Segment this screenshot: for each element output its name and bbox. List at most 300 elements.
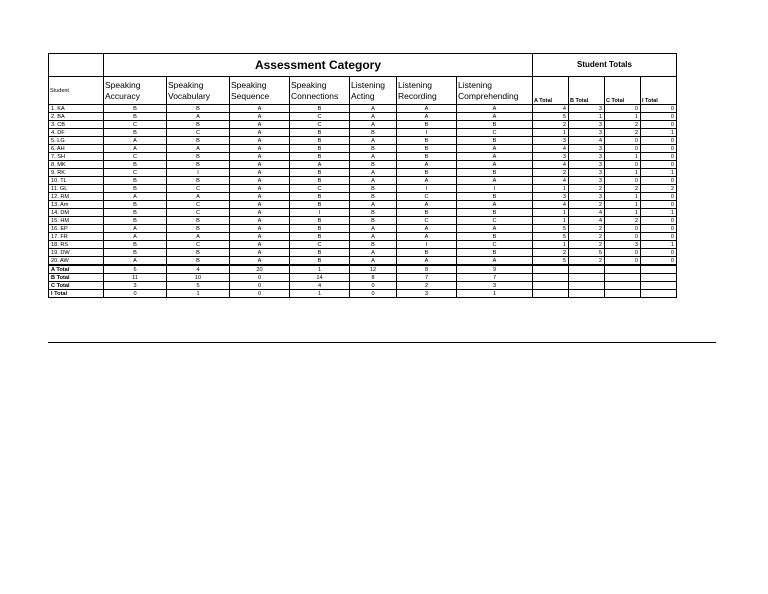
student-name-cell: 16. EP bbox=[49, 225, 104, 233]
grade-cell: A bbox=[230, 121, 290, 129]
student-total-cell: 4 bbox=[569, 217, 605, 225]
summary-value-cell: 7 bbox=[397, 274, 457, 282]
student-name-cell: 5. LG bbox=[49, 137, 104, 145]
empty-total-cell bbox=[533, 290, 569, 298]
summary-value-cell: 0 bbox=[230, 274, 290, 282]
table-row bbox=[49, 129, 677, 137]
student-name-cell: 4. DF bbox=[49, 129, 104, 137]
student-total-cell: 4 bbox=[569, 209, 605, 217]
student-total-cell: 4 bbox=[533, 161, 569, 169]
grade-cell: B bbox=[350, 145, 397, 153]
grade-cell: A bbox=[350, 153, 397, 161]
student-total-cell: 0 bbox=[605, 137, 641, 145]
student-total-cell: 2 bbox=[641, 185, 677, 193]
grade-cell: A bbox=[457, 177, 533, 185]
student-total-cell: 4 bbox=[533, 177, 569, 185]
summary-value-cell: 8 bbox=[397, 265, 457, 274]
summary-row bbox=[49, 282, 677, 290]
summary-label-cell: I Total bbox=[49, 290, 104, 298]
grade-cell: A bbox=[457, 201, 533, 209]
student-total-cell: 3 bbox=[569, 177, 605, 185]
grade-cell: A bbox=[230, 209, 290, 217]
student-total-cell: 1 bbox=[641, 129, 677, 137]
grade-cell: A bbox=[350, 177, 397, 185]
student-total-cell: 4 bbox=[533, 105, 569, 113]
grade-cell: A bbox=[457, 161, 533, 169]
grade-cell: B bbox=[397, 137, 457, 145]
student-total-cell: 1 bbox=[533, 209, 569, 217]
empty-total-cell bbox=[605, 265, 641, 274]
summary-value-cell: 3 bbox=[397, 290, 457, 298]
table-row bbox=[49, 161, 677, 169]
summary-row bbox=[49, 265, 677, 274]
grade-cell: B bbox=[104, 249, 167, 257]
grade-cell: A bbox=[350, 113, 397, 121]
student-name-cell: 11. GL bbox=[49, 185, 104, 193]
grade-cell: A bbox=[350, 121, 397, 129]
grade-cell: B bbox=[167, 249, 230, 257]
student-name-cell: 10. TL bbox=[49, 177, 104, 185]
grade-cell: A bbox=[230, 177, 290, 185]
table-row bbox=[49, 217, 677, 225]
empty-total-cell bbox=[605, 274, 641, 282]
student-name-cell: 17. FR bbox=[49, 233, 104, 241]
grade-cell: C bbox=[167, 201, 230, 209]
table-row bbox=[49, 137, 677, 145]
grade-cell: A bbox=[230, 201, 290, 209]
grade-cell: B bbox=[397, 153, 457, 161]
empty-total-cell bbox=[533, 282, 569, 290]
student-name-cell: 15. HM bbox=[49, 217, 104, 225]
student-name-cell: 1. KA bbox=[49, 105, 104, 113]
grade-cell: B bbox=[290, 177, 350, 185]
summary-value-cell: 11 bbox=[104, 274, 167, 282]
grade-cell: B bbox=[167, 121, 230, 129]
grade-cell: A bbox=[350, 137, 397, 145]
grade-cell: A bbox=[104, 145, 167, 153]
student-name-cell: 13. Am bbox=[49, 201, 104, 209]
student-total-cell: 1 bbox=[605, 201, 641, 209]
table-row bbox=[49, 153, 677, 161]
student-total-cell: 3 bbox=[569, 105, 605, 113]
student-total-cell: 2 bbox=[605, 185, 641, 193]
student-total-cell: 0 bbox=[641, 153, 677, 161]
student-name-cell: 7. SH bbox=[49, 153, 104, 161]
category-header: Speaking Vocabulary bbox=[167, 77, 230, 105]
student-total-cell: 3 bbox=[533, 153, 569, 161]
grade-cell: B bbox=[290, 169, 350, 177]
grade-cell: C bbox=[167, 185, 230, 193]
student-total-cell: 0 bbox=[641, 193, 677, 201]
student-total-cell: 3 bbox=[569, 145, 605, 153]
grade-cell: B bbox=[104, 201, 167, 209]
grade-cell: C bbox=[290, 113, 350, 121]
empty-total-cell bbox=[569, 282, 605, 290]
table-row bbox=[49, 105, 677, 113]
summary-value-cell: 0 bbox=[104, 290, 167, 298]
grade-cell: A bbox=[350, 169, 397, 177]
grade-cell: I bbox=[167, 169, 230, 177]
grade-cell: B bbox=[290, 153, 350, 161]
student-total-cell: 1 bbox=[533, 241, 569, 249]
empty-total-cell bbox=[641, 282, 677, 290]
table-row bbox=[49, 169, 677, 177]
grade-cell: C bbox=[104, 169, 167, 177]
student-total-cell: 0 bbox=[605, 145, 641, 153]
summary-value-cell: 1 bbox=[167, 290, 230, 298]
table-row bbox=[49, 185, 677, 193]
student-total-cell: 0 bbox=[641, 225, 677, 233]
grade-cell: B bbox=[350, 193, 397, 201]
grade-cell: B bbox=[290, 249, 350, 257]
grade-cell: B bbox=[104, 241, 167, 249]
student-total-cell: 1 bbox=[533, 217, 569, 225]
category-header: Speaking Accuracy bbox=[104, 77, 167, 105]
table-row bbox=[49, 145, 677, 153]
student-totals-title: Student Totals bbox=[533, 54, 677, 77]
student-total-cell: 5 bbox=[533, 257, 569, 266]
table-row bbox=[49, 177, 677, 185]
student-total-cell: 2 bbox=[569, 185, 605, 193]
student-total-cell: 1 bbox=[641, 169, 677, 177]
grade-cell: A bbox=[230, 153, 290, 161]
grade-cell: A bbox=[397, 105, 457, 113]
grade-cell: A bbox=[167, 145, 230, 153]
grade-cell: C bbox=[457, 217, 533, 225]
student-total-cell: 0 bbox=[605, 105, 641, 113]
table-row bbox=[49, 257, 677, 266]
page-title: Assessment Category bbox=[104, 54, 533, 77]
grade-cell: A bbox=[104, 257, 167, 266]
summary-row bbox=[49, 274, 677, 282]
summary-value-cell: 12 bbox=[350, 265, 397, 274]
student-name-cell: 12. RM bbox=[49, 193, 104, 201]
grade-cell: B bbox=[350, 217, 397, 225]
grade-cell: I bbox=[397, 241, 457, 249]
grade-cell: A bbox=[230, 185, 290, 193]
grade-cell: A bbox=[167, 193, 230, 201]
grade-cell: A bbox=[457, 257, 533, 266]
student-total-cell: 0 bbox=[641, 201, 677, 209]
grade-cell: A bbox=[457, 153, 533, 161]
student-total-cell: 4 bbox=[533, 145, 569, 153]
grade-cell: B bbox=[104, 129, 167, 137]
category-header: Listening Comprehending bbox=[457, 77, 533, 105]
summary-value-cell: 1 bbox=[290, 265, 350, 274]
student-total-cell: 1 bbox=[605, 113, 641, 121]
grade-cell: B bbox=[350, 185, 397, 193]
grade-cell: B bbox=[167, 153, 230, 161]
grade-cell: A bbox=[350, 105, 397, 113]
summary-value-cell: 6 bbox=[104, 265, 167, 274]
student-total-cell: 3 bbox=[605, 241, 641, 249]
student-total-cell: 0 bbox=[605, 233, 641, 241]
grade-cell: A bbox=[104, 137, 167, 145]
category-header: Listening Recording bbox=[397, 77, 457, 105]
student-total-cell: 0 bbox=[641, 161, 677, 169]
student-total-cell: 1 bbox=[605, 193, 641, 201]
empty-total-cell bbox=[605, 282, 641, 290]
summary-value-cell: 9 bbox=[457, 265, 533, 274]
grade-cell: B bbox=[397, 209, 457, 217]
grade-cell: B bbox=[167, 225, 230, 233]
grade-cell: C bbox=[290, 241, 350, 249]
grade-cell: A bbox=[230, 249, 290, 257]
grade-cell: A bbox=[290, 161, 350, 169]
grade-cell: C bbox=[167, 241, 230, 249]
student-name-cell: 20. AW bbox=[49, 257, 104, 266]
grade-cell: A bbox=[457, 105, 533, 113]
grade-cell: B bbox=[104, 177, 167, 185]
summary-value-cell: 3 bbox=[104, 282, 167, 290]
empty-total-cell bbox=[641, 290, 677, 298]
grade-cell: B bbox=[167, 137, 230, 145]
grade-cell: A bbox=[230, 113, 290, 121]
student-total-cell: 2 bbox=[569, 241, 605, 249]
student-total-cell: 1 bbox=[569, 113, 605, 121]
grade-cell: B bbox=[167, 177, 230, 185]
grade-cell: C bbox=[397, 217, 457, 225]
grade-cell: B bbox=[290, 129, 350, 137]
student-name-cell: 8. MK bbox=[49, 161, 104, 169]
grade-cell: B bbox=[290, 257, 350, 266]
student-total-cell: 2 bbox=[533, 249, 569, 257]
grade-cell: B bbox=[457, 169, 533, 177]
grade-cell: B bbox=[167, 161, 230, 169]
table-row bbox=[49, 121, 677, 129]
grade-cell: C bbox=[290, 121, 350, 129]
grade-cell: A bbox=[397, 257, 457, 266]
table-row bbox=[49, 113, 677, 121]
student-total-cell: 3 bbox=[569, 121, 605, 129]
grade-cell: A bbox=[350, 233, 397, 241]
student-total-cell: 5 bbox=[533, 225, 569, 233]
student-total-cell: 3 bbox=[569, 169, 605, 177]
grade-cell: A bbox=[397, 233, 457, 241]
student-total-cell: 3 bbox=[569, 129, 605, 137]
grade-cell: A bbox=[167, 233, 230, 241]
student-total-cell: 3 bbox=[569, 161, 605, 169]
grade-cell: A bbox=[397, 161, 457, 169]
grade-cell: B bbox=[457, 233, 533, 241]
grade-cell: A bbox=[104, 193, 167, 201]
grade-cell: I bbox=[397, 185, 457, 193]
student-name-cell: 2. BA bbox=[49, 113, 104, 121]
category-header: Speaking Sequence bbox=[230, 77, 290, 105]
summary-value-cell: 8 bbox=[350, 274, 397, 282]
grade-cell: C bbox=[104, 121, 167, 129]
grade-cell: A bbox=[350, 201, 397, 209]
student-name-cell: 9. RK bbox=[49, 169, 104, 177]
student-total-cell: 1 bbox=[605, 169, 641, 177]
summary-value-cell: 1 bbox=[290, 290, 350, 298]
student-total-cell: 4 bbox=[533, 201, 569, 209]
student-total-cell: 2 bbox=[569, 225, 605, 233]
student-total-cell: 2 bbox=[569, 201, 605, 209]
student-total-cell: 0 bbox=[641, 257, 677, 266]
summary-value-cell: 2 bbox=[397, 282, 457, 290]
student-total-cell: 1 bbox=[641, 209, 677, 217]
summary-label-cell: A Total bbox=[49, 265, 104, 274]
total-column-header: B Total bbox=[569, 77, 605, 105]
grade-cell: C bbox=[457, 241, 533, 249]
total-column-header: I Total bbox=[641, 77, 677, 105]
table-row bbox=[49, 225, 677, 233]
empty-total-cell bbox=[533, 265, 569, 274]
student-total-cell: 0 bbox=[641, 105, 677, 113]
category-header: Listening Acting bbox=[350, 77, 397, 105]
summary-value-cell: 3 bbox=[457, 282, 533, 290]
student-total-cell: 3 bbox=[569, 193, 605, 201]
summary-row bbox=[49, 290, 677, 298]
empty-total-cell bbox=[569, 265, 605, 274]
student-total-cell: 0 bbox=[641, 249, 677, 257]
grade-cell: B bbox=[350, 161, 397, 169]
grade-cell: B bbox=[104, 113, 167, 121]
grade-cell: B bbox=[350, 241, 397, 249]
grade-cell: B bbox=[167, 105, 230, 113]
grade-cell: A bbox=[350, 257, 397, 266]
grade-cell: B bbox=[167, 257, 230, 266]
student-total-cell: 2 bbox=[533, 121, 569, 129]
empty-total-cell bbox=[641, 265, 677, 274]
grade-cell: B bbox=[104, 185, 167, 193]
grade-cell: I bbox=[397, 129, 457, 137]
grade-cell: B bbox=[104, 209, 167, 217]
summary-value-cell: 0 bbox=[350, 290, 397, 298]
assessment-spreadsheet bbox=[48, 53, 677, 298]
student-total-cell: 4 bbox=[569, 137, 605, 145]
student-total-cell: 0 bbox=[605, 177, 641, 185]
summary-value-cell: 4 bbox=[167, 265, 230, 274]
grade-cell: A bbox=[230, 233, 290, 241]
grade-cell: A bbox=[230, 105, 290, 113]
student-total-cell: 0 bbox=[641, 121, 677, 129]
grade-cell: A bbox=[230, 145, 290, 153]
student-total-cell: 1 bbox=[641, 241, 677, 249]
grade-cell: A bbox=[230, 137, 290, 145]
bottom-rule bbox=[48, 342, 716, 343]
summary-value-cell: 1 bbox=[457, 290, 533, 298]
grade-cell: B bbox=[290, 201, 350, 209]
student-total-cell: 1 bbox=[605, 153, 641, 161]
grade-cell: A bbox=[457, 113, 533, 121]
grade-cell: A bbox=[397, 177, 457, 185]
table-row bbox=[49, 193, 677, 201]
grade-cell: B bbox=[397, 169, 457, 177]
student-total-cell: 0 bbox=[641, 145, 677, 153]
grade-cell: B bbox=[290, 217, 350, 225]
summary-value-cell: 7 bbox=[457, 274, 533, 282]
grade-cell: B bbox=[457, 209, 533, 217]
assessment-table bbox=[48, 53, 677, 298]
grade-cell: C bbox=[457, 129, 533, 137]
summary-value-cell: 14 bbox=[290, 274, 350, 282]
grade-cell: B bbox=[457, 121, 533, 129]
grade-cell: B bbox=[290, 105, 350, 113]
grade-cell: A bbox=[230, 225, 290, 233]
grade-cell: B bbox=[350, 209, 397, 217]
grade-cell: I bbox=[457, 185, 533, 193]
grade-cell: A bbox=[104, 225, 167, 233]
student-total-cell: 2 bbox=[605, 121, 641, 129]
student-total-cell: 5 bbox=[533, 113, 569, 121]
grade-cell: I bbox=[290, 209, 350, 217]
student-total-cell: 0 bbox=[641, 137, 677, 145]
summary-value-cell: 10 bbox=[167, 274, 230, 282]
student-total-cell: 1 bbox=[533, 129, 569, 137]
empty-total-cell bbox=[533, 274, 569, 282]
grade-cell: B bbox=[290, 137, 350, 145]
student-name-cell: 14. DM bbox=[49, 209, 104, 217]
student-total-cell: 1 bbox=[533, 185, 569, 193]
student-name-cell: 3. CB bbox=[49, 121, 104, 129]
grade-cell: C bbox=[167, 129, 230, 137]
student-total-cell: 0 bbox=[605, 249, 641, 257]
grade-cell: C bbox=[397, 193, 457, 201]
empty-total-cell bbox=[641, 274, 677, 282]
table-row bbox=[49, 201, 677, 209]
total-column-header: A Total bbox=[533, 77, 569, 105]
summary-value-cell: 20 bbox=[230, 265, 290, 274]
summary-label-cell: B Total bbox=[49, 274, 104, 282]
student-total-cell: 3 bbox=[569, 153, 605, 161]
student-column-header: Student bbox=[49, 77, 104, 105]
grade-cell: A bbox=[397, 113, 457, 121]
grade-cell: B bbox=[104, 161, 167, 169]
student-total-cell: 2 bbox=[605, 217, 641, 225]
summary-value-cell: 5 bbox=[167, 282, 230, 290]
student-total-cell: 0 bbox=[641, 177, 677, 185]
student-total-cell: 2 bbox=[533, 169, 569, 177]
grade-cell: B bbox=[457, 249, 533, 257]
grade-cell: C bbox=[290, 185, 350, 193]
student-total-cell: 2 bbox=[569, 233, 605, 241]
grade-cell: B bbox=[397, 145, 457, 153]
grade-cell: B bbox=[290, 193, 350, 201]
grade-cell: A bbox=[350, 225, 397, 233]
grade-cell: B bbox=[397, 121, 457, 129]
summary-value-cell: 0 bbox=[230, 290, 290, 298]
grade-cell: A bbox=[457, 145, 533, 153]
category-header: Speaking Connections bbox=[290, 77, 350, 105]
student-total-cell: 0 bbox=[641, 233, 677, 241]
student-total-cell: 0 bbox=[605, 161, 641, 169]
student-total-cell: 1 bbox=[605, 209, 641, 217]
total-column-header: C Total bbox=[605, 77, 641, 105]
grade-cell: B bbox=[350, 129, 397, 137]
grade-cell: A bbox=[230, 217, 290, 225]
grade-cell: A bbox=[397, 201, 457, 209]
student-total-cell: 0 bbox=[641, 113, 677, 121]
grade-cell: A bbox=[230, 241, 290, 249]
grade-cell: A bbox=[350, 249, 397, 257]
grade-cell: B bbox=[104, 217, 167, 225]
summary-value-cell: 0 bbox=[230, 282, 290, 290]
table-row bbox=[49, 249, 677, 257]
grade-cell: B bbox=[167, 217, 230, 225]
student-total-cell: 3 bbox=[533, 137, 569, 145]
empty-total-cell bbox=[569, 274, 605, 282]
student-name-cell: 19. DW bbox=[49, 249, 104, 257]
empty-total-cell bbox=[569, 290, 605, 298]
grade-cell: A bbox=[167, 113, 230, 121]
student-total-cell: 2 bbox=[605, 129, 641, 137]
grade-cell: A bbox=[457, 225, 533, 233]
student-total-cell: 0 bbox=[641, 217, 677, 225]
grade-cell: A bbox=[230, 129, 290, 137]
summary-value-cell: 4 bbox=[290, 282, 350, 290]
